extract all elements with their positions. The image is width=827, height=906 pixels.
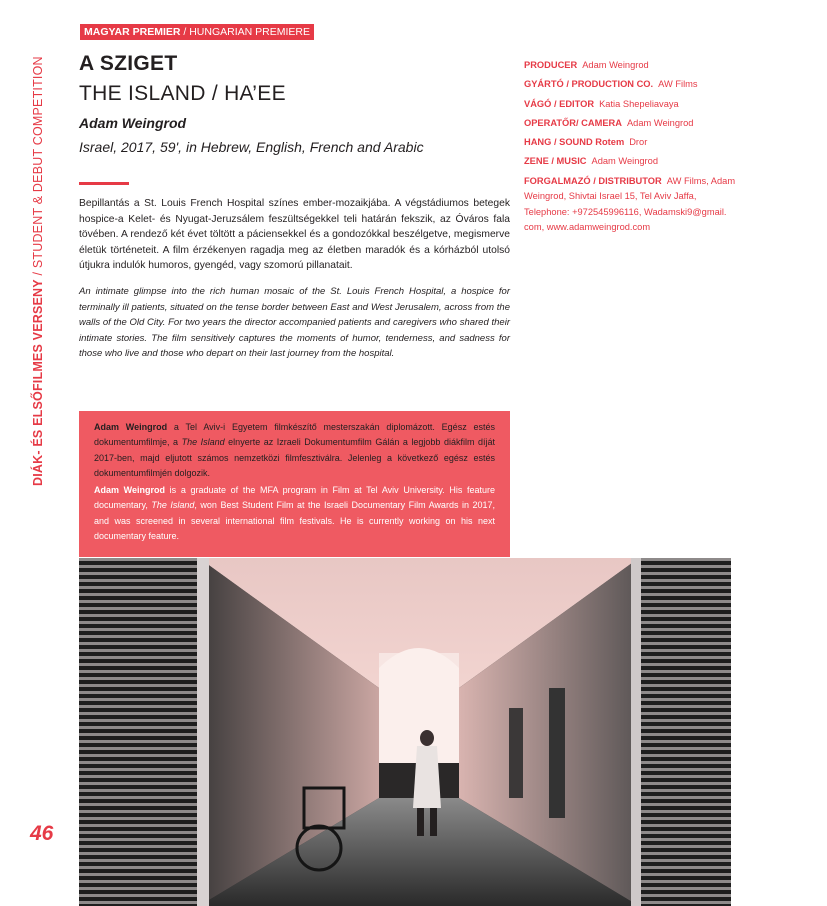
film-subtitle: THE ISLAND / HA’EE — [79, 82, 286, 105]
credit-music: ZENE / MUSIC Adam Weingrod — [524, 156, 658, 167]
page-number: 46 — [30, 822, 54, 845]
film-title: A SZIGET — [79, 52, 178, 75]
credit-camera: OPERATŐR/ CAMERA Adam Weingrod — [524, 117, 694, 128]
hospital-corridor-image — [79, 558, 731, 906]
credit-production-company: GYÁRTÓ / PRODUCTION CO. AW Films — [524, 79, 698, 90]
synopsis-english: An intimate glimpse into the rich human mosaic of the St. Louis French Hospital, a hospice for terminally ill patients, situated on the tense border between East and West Jerusalem, across from the walls of the Old City. For two years the director accompanied patients and caregivers who shared their intimate stories. The film sensitively captures the moments of humor, tenderness, and sadness for those who live and those who depart on their last journey from the hospital. — [79, 286, 510, 359]
credit-producer: PRODUCER Adam Weingrod — [524, 60, 649, 70]
credits-list — [524, 56, 739, 236]
credit-sound: HANG / SOUND Rotem Dror — [524, 137, 648, 148]
film-director: Adam Weingrod — [79, 115, 187, 131]
credit-editor: VÁGÓ / EDITOR Katia Shepeliavaya — [524, 98, 679, 109]
synopsis-hungarian: Bepillantás a St. Louis French Hospital színes ember-mozaikjába. A végstádiumos betegek hospice-a Kelet- és Nyugat-Jeruzsálem feszültségekkel teli határán fekszik, az Óváros fala tövében. A rendező két évet töltött a páciensekkel és a gondozókkal beszélgetve, megismerve életük történeteit. A film érzékenyen ragadja meg az életben maradók és a kórházból utolsó útjukra indulók humoros, gyengéd, vagy szomorú pillanatait. — [79, 198, 510, 271]
bio-hungarian: Adam Weingrod a Tel Aviv-i Egyetem filmkészítő mesterszakán diplomázott. Egész estés dokumentumfilmje, a The Island elnyerte az Izraeli Dokumentumfilm Gálán a legjobb diákfilm díját 2017-ben, majd eljutott számos nemzetközi filmfesztiválra. Jelenleg a következő egész estés dokumentumfilmjén dolgozik. — [94, 422, 495, 478]
divider-rule — [79, 182, 129, 185]
bio-english: Adam Weingrod is a graduate of the MFA program in Film at Tel Aviv University. His feature documentary, The Island, won Best Student Film at the Israeli Documentary Film Awards in 2017, and was screened in several international film festivals. He is currently working on his next documentary feature. — [94, 485, 495, 542]
credit-distributor: FORGALMAZÓ / DISTRIBUTOR AW Films, Adam Weingrod, Shivtai Israel 15, Tel Aviv Jaffa, Telephone: +972545996116, Wadamski9@gmail. com, www.adamweingrod.com — [524, 175, 736, 233]
premiere-badge: MAGYAR PREMIER / HUNGARIAN PREMIERE — [80, 24, 314, 40]
film-meta: Israel, 2017, 59', in Hebrew, English, French and Arabic — [79, 139, 424, 155]
director-bio-box — [79, 411, 510, 557]
section-label: DIÁK- ÉS ELSŐFILMES VERSENY / STUDENT & DEBUT COMPETITION — [31, 56, 45, 486]
film-still-photo — [79, 558, 731, 906]
